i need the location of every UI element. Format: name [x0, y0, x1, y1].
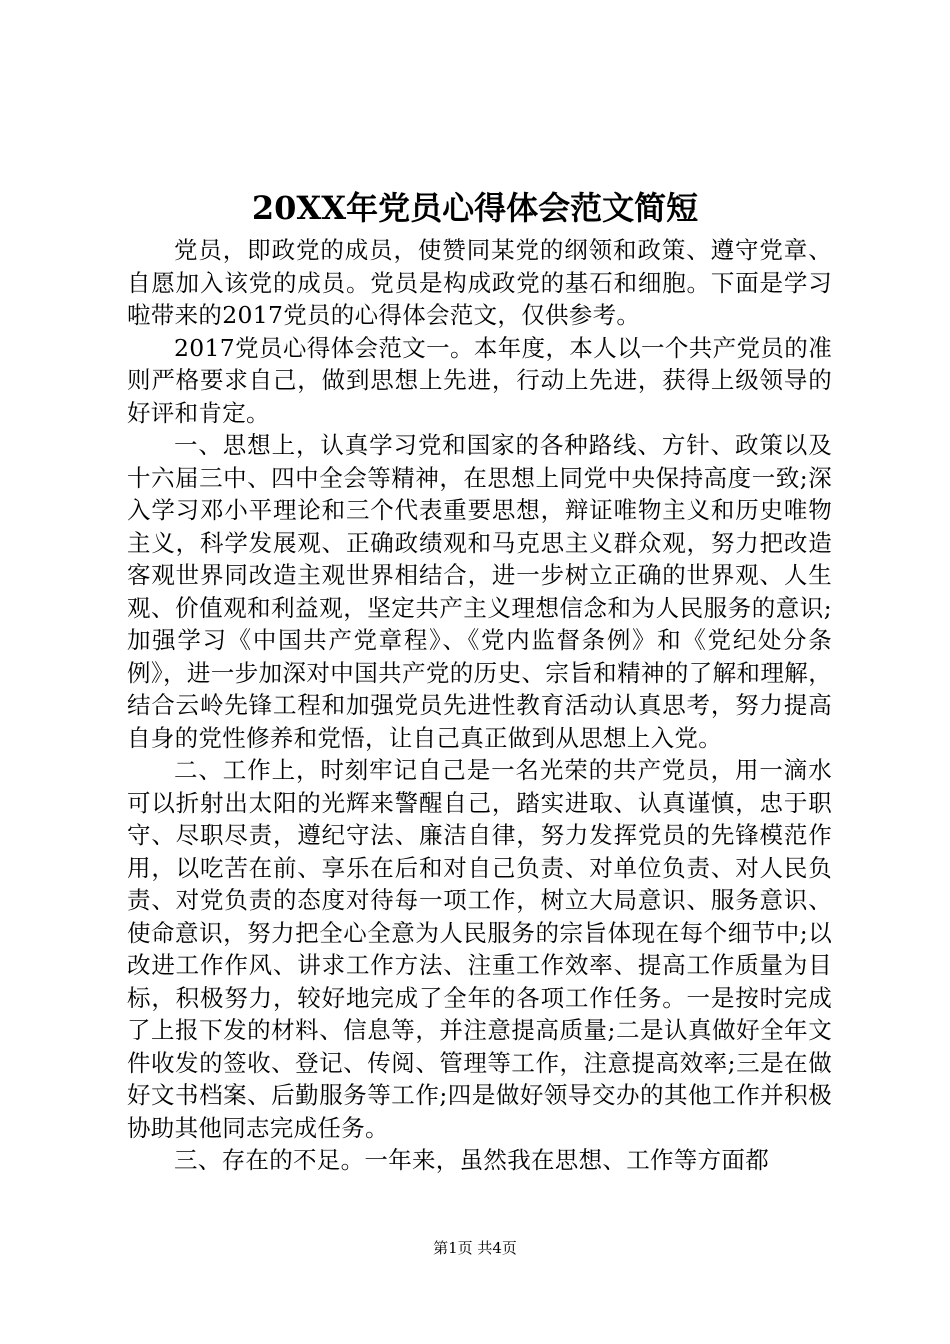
page-number-footer: 第1页 共4页	[433, 1239, 517, 1257]
paragraph-shortcomings: 三、存在的不足。一年来，虽然我在思想、工作等方面都	[174, 1146, 769, 1174]
document-title: 20XX年党员心得体会范文简短	[251, 189, 699, 227]
paragraph-essay-one: 2017党员心得体会范文一。本年度，本人以一个共产党员的准则严格要求自己，做到思想上先进，行动上先进，获得上级领导的好评和肯定。	[127, 333, 832, 427]
paragraph-thought: 一、思想上，认真学习党和国家的各种路线、方针、政策以及十六届三中、四中全会等精神，在思想上同党中央保持高度一致;深入学习邓小平理论和三个代表重要思想，辩证唯物主义和历史唯物主义，科学发展观、正确政绩观和马克思主义群众观，努力把改造客观世界同改造主观世界相结合，进一步树立正确的世界观、人生观、价值观和利益观，坚定共产主义理想信念和为人民服务的意识;加强学习《中国共产党章程》、《党内监督条例》和《党纪处分条例》，进一步加深对中国共产党的历史、宗旨和精神的了解和理解，结合云岭先锋工程和加强党员先进性教育活动认真思考，努力提高自身的党性修养和党悟，让自己真正做到从思想上入党。	[127, 431, 832, 752]
paragraph-work: 二、工作上，时刻牢记自己是一名光荣的共产党员，用一滴水可以折射出太阳的光辉来警醒自己，踏实进取、认真谨慎，忠于职守、尽职尽责，遵纪守法、廉洁自律，努力发挥党员的先锋模范作用，以吃苦在前、享乐在后和对自己负责、对单位负责、对人民负责、对党负责的态度对待每一项工作，树立大局意识、服务意识、使命意识，努力把全心全意为人民服务的宗旨体现在每个细节中;以改进工作作风、讲求工作方法、注重工作效率、提高工作质量为目标，积极努力，较好地完成了全年的各项工作任务。一是按时完成了上报下发的材料、信息等，并注意提高质量;二是认真做好全年文件收发的签收、登记、传阅、管理等工作，注意提高效率;三是在做好文书档案、后勤服务等工作;四是做好领导交办的其他工作并积极协助其他同志完成任务。	[127, 756, 832, 1142]
paragraph-intro: 党员，即政党的成员，使赞同某党的纲领和政策、遵守党章、自愿加入该党的成员。党员是构成政党的基石和细胞。下面是学习啦带来的2017党员的心得体会范文，仅供参考。	[127, 236, 832, 329]
document-body	[127, 234, 832, 1177]
